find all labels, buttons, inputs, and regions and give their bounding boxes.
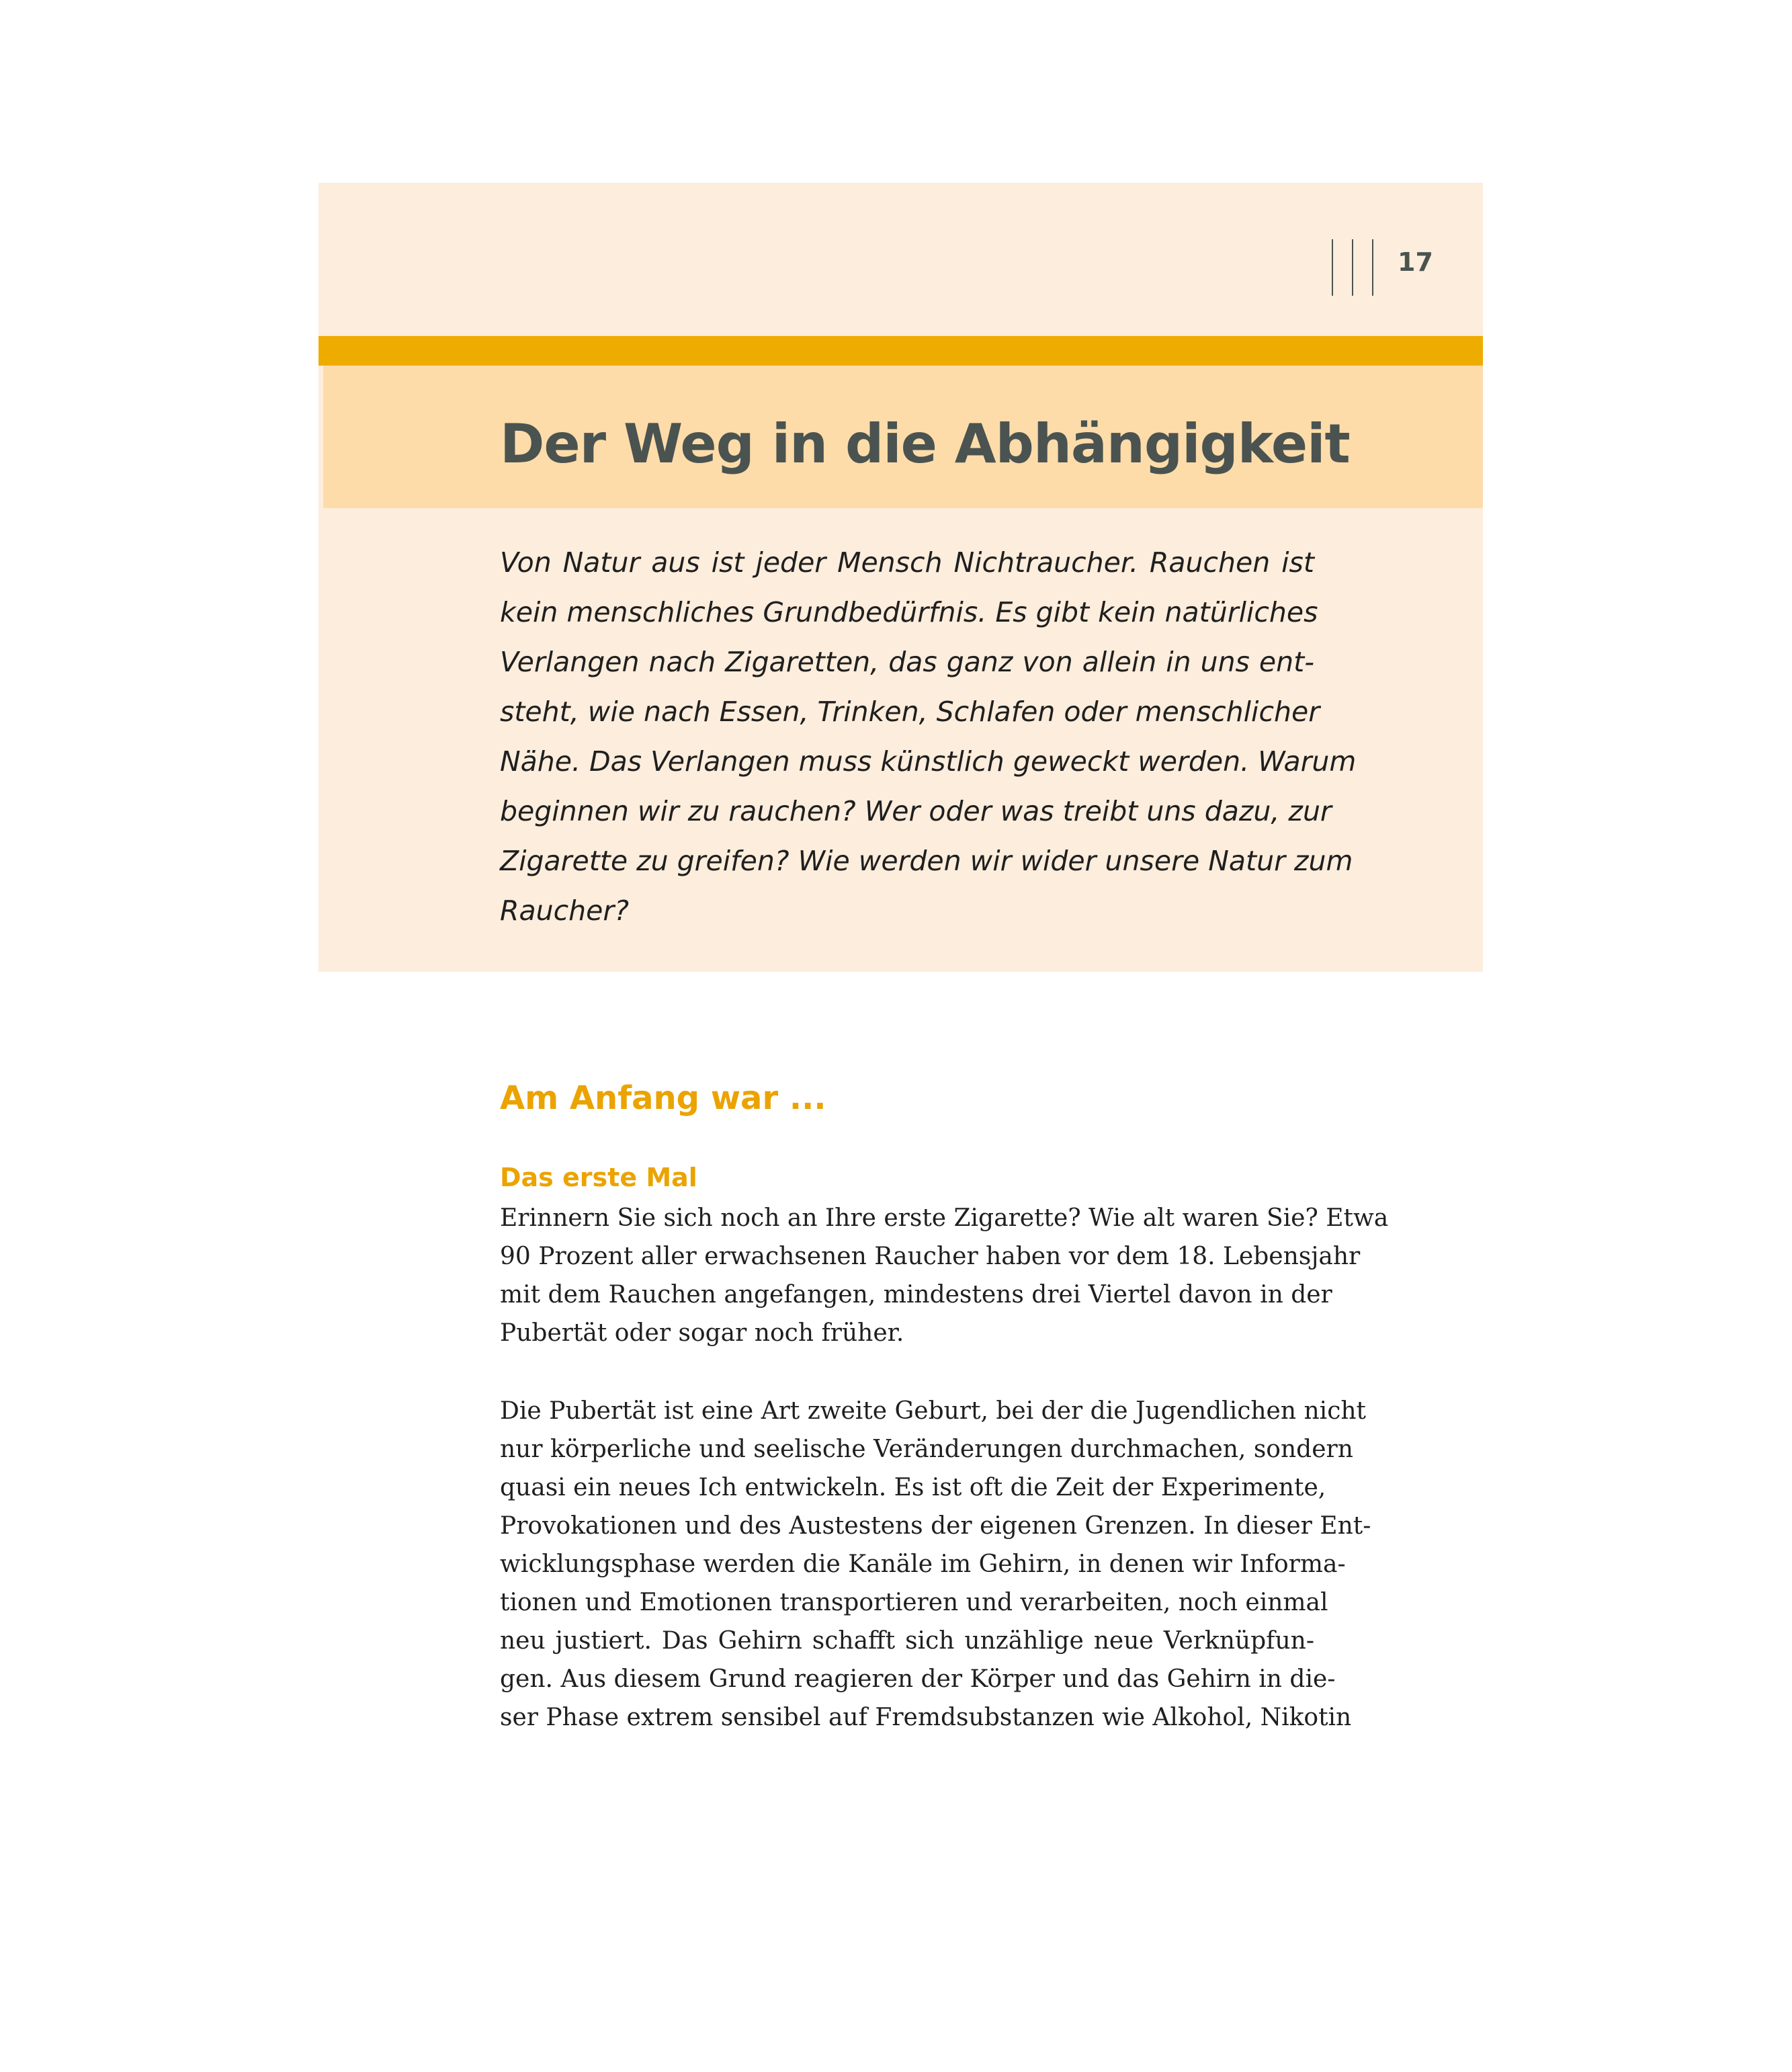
body-paragraph-2 [500,1392,1371,1737]
intro-line: steht, wie nach Essen, Trinken, Schlafen oder menschlicher [500,696,1320,728]
body-line: mit dem Rauchen angefangen, mindestens drei Viertel davon in der [500,1281,1332,1309]
intro-line: kein menschliches Grundbedürfnis. Es gibt kein natürliches [500,596,1318,628]
body-line: wicklungsphase werden die Kanäle im Gehirn, in denen wir Informa- [500,1550,1346,1578]
intro-line: Von Natur aus ist jeder Mensch Nichtraucher. Rauchen ist [500,546,1314,579]
body-line: Pubertät oder sogar noch früher. [500,1319,904,1347]
body-line: 90 Prozent aller erwachsenen Raucher haben vor dem 18. Lebensjahr [500,1243,1361,1270]
intro-line: Raucher? [500,895,629,927]
section-heading: Am Anfang war ... [500,1079,826,1117]
marker-line [1332,239,1333,296]
body-line: tionen und Emotionen transportieren und verarbeiten, noch einmal [500,1589,1328,1616]
body-line: quasi ein neues Ich entwickeln. Es ist oft die Zeit der Experimente, [500,1474,1326,1501]
sub-heading: Das erste Mal [500,1163,697,1192]
body-line: Erinnern Sie sich noch an Ihre erste Zigarette? Wie alt waren Sie? Etwa [500,1204,1389,1232]
body-line: neu justiert. Das Gehirn schafft sich unzählige neue Verknüpfun- [500,1627,1314,1655]
body-line: Provokationen und des Austestens der eigenen Grenzen. In dieser Ent- [500,1512,1371,1540]
body-line: ser Phase extrem sensibel auf Fremdsubstanzen wie Alkohol, Nikotin [500,1704,1352,1731]
intro-line: beginnen wir zu rauchen? Wer oder was treibt uns dazu, zur [500,795,1332,827]
marker-line [1352,239,1353,296]
page-number: 17 [1398,247,1433,277]
body-line: Die Pubertät ist eine Art zweite Geburt, bei der die Jugendlichen nicht [500,1397,1367,1425]
body-line: nur körperliche und seelische Veränderungen durchmachen, sondern [500,1436,1353,1463]
intro-line: Nähe. Das Verlangen muss künstlich geweckt werden. Warum [500,745,1357,778]
intro-line: Zigarette zu greifen? Wie werden wir wider unsere Natur zum [500,845,1353,877]
accent-bar [318,336,1483,366]
intro-paragraph [500,538,1357,936]
body-line: gen. Aus diesem Grund reagieren der Körper und das Gehirn in die- [500,1665,1336,1693]
chapter-title: Der Weg in die Abhängigkeit [500,413,1350,475]
intro-line: Verlangen nach Zigaretten, das ganz von allein in uns ent- [500,646,1314,678]
body-paragraph-1 [500,1199,1389,1352]
marker-line [1372,239,1373,296]
